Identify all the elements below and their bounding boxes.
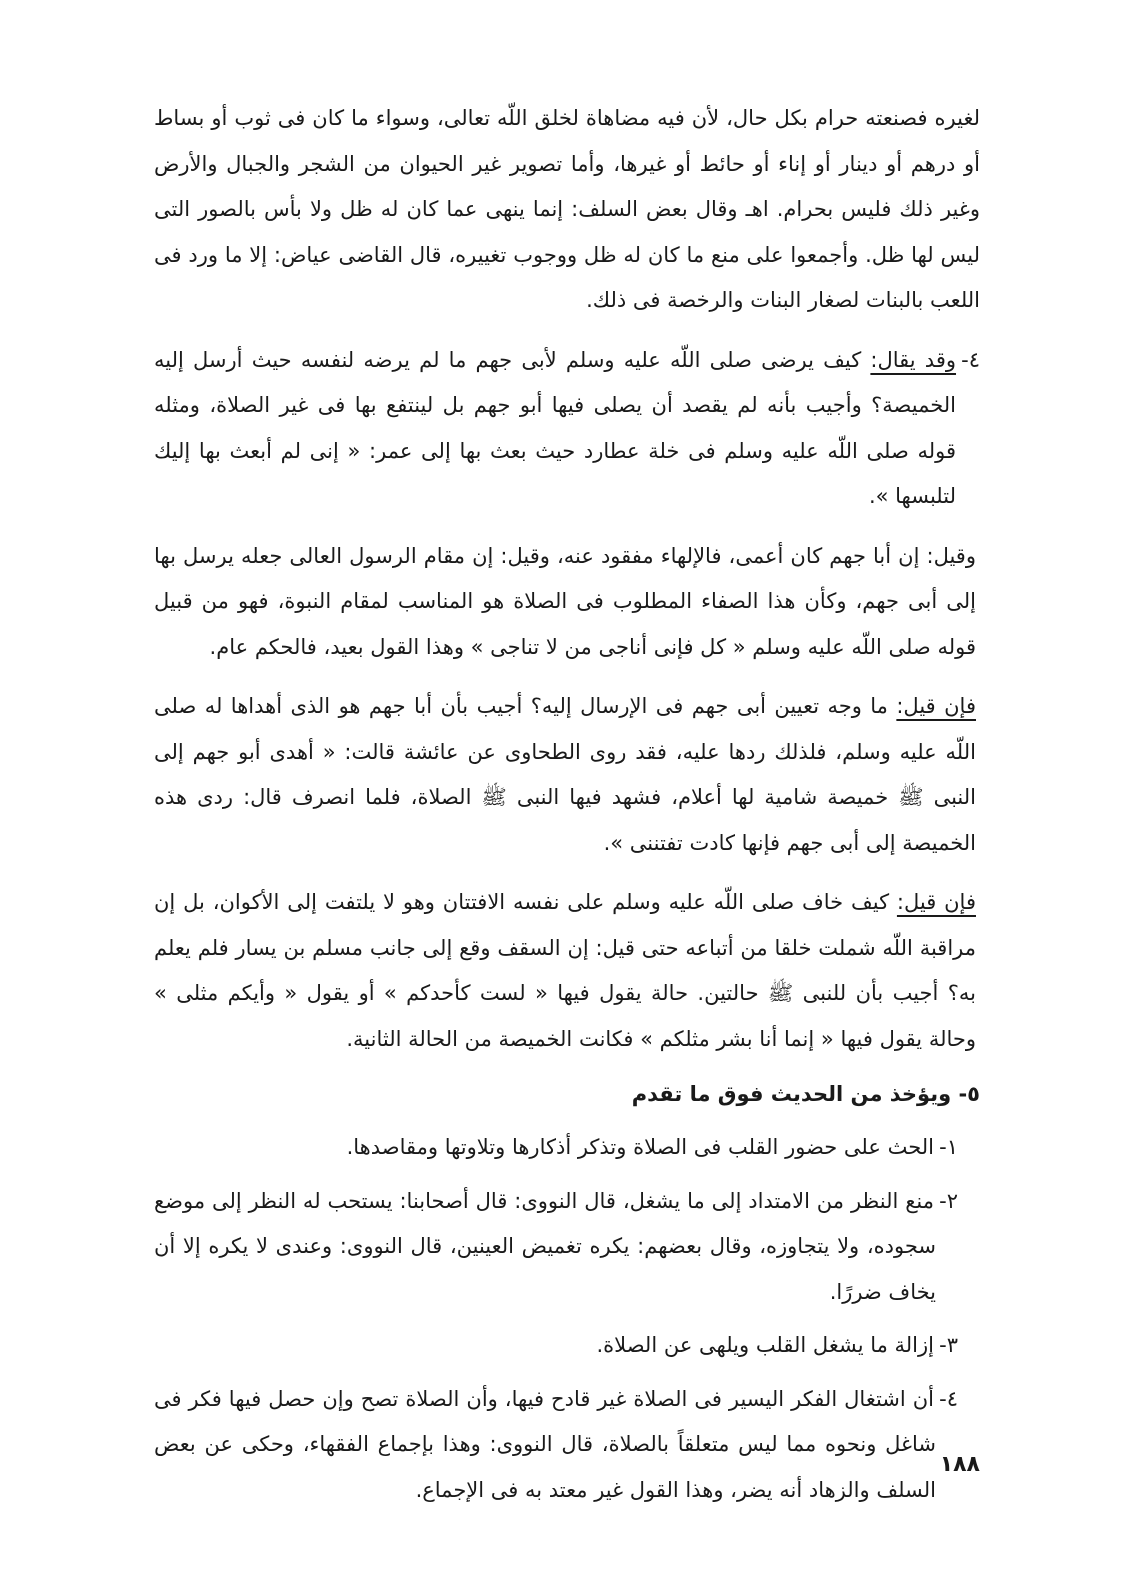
paragraph-continuation: لغيره فصنعته حرام بكل حال، لأن فيه مضاهاة لخلق اللّه تعالى، وسواء ما كان فى ثوب أو بساط أو درهم أو دينار أو إناء أو حائط أو غيرها، وأما تصوير غير الحيوان من الشجر والجبال والأرض وغير ذلك فليس بحرام. اهـ وقال بعض السلف: إنما ينهى عما كان له ظل ولا بأس بالصور التى ليس لها ظل. وأجمعوا على منع ما كان له ظل ووجوب تغييره، قال القاضى عياض: إلا ما ورد فى اللعب بالبنات لصغار البنات والرخصة فى ذلك.	[154, 106, 980, 312]
question-label: فإن قيل:	[896, 890, 976, 914]
list-number: ٢-	[939, 1188, 958, 1213]
page-body	[154, 96, 980, 1513]
list-number: ٤-	[939, 1386, 958, 1411]
point-number: ٤-	[961, 347, 981, 372]
paragraph-point-4	[154, 338, 980, 520]
list-item	[154, 1377, 958, 1514]
point-text: كيف يرضى صلى اللّه عليه وسلم لأبى جهم ما لم يرضه لنفسه حيث أرسل إليه الخميصة؟ وأجيب بأنه لم يقصد أن يصلى فيها أبو جهم بل لينتفع بها فى غير الصلاة، ومثله قوله صلى اللّه عليه وسلم فى خلة عطارد حيث بعث بها إلى عمر: « إنى لم أبعث بها إليك لتلبسها ».	[154, 347, 956, 508]
list-text: منع النظر من الامتداد إلى ما يشغل، قال النووى: قال أصحابنا: يستحب له النظر إلى موضع سجوده، ولا يتجاوزه، وقال بعضهم: يكره تغميض العينين، قال النووى: وعندى لا يكره إلا أن يخاف ضررًا.	[154, 1188, 936, 1304]
paragraph-question-2	[154, 880, 980, 1062]
question-text: ما وجه تعيين أبى جهم فى الإرسال إليه؟ أجيب بأن أبا جهم هو الذى أهداها له صلى اللّه عليه وسلم، فلذلك ردها عليه، فقد روى الطحاوى عن عائشة قالت: « أهدى أبو جهم إلى النبى ﷺ خميصة شامية لها أعلام، فشهد فيها النبى ﷺ الصلاة، فلما انصرف قال: ردى هذه الخميصة إلى أبى جهم فإنها كادت تفتننى ».	[154, 694, 976, 855]
point-label: وقد يقال:	[870, 347, 957, 372]
question-text: كيف خاف صلى اللّه عليه وسلم على نفسه الافتتان وهو لا يلتفت إلى الأكوان، بل إن مراقبة اللّه شملت خلقا من أتباعه حتى قيل: إن السقف وقع إلى جانب مسلم بن يسار فلم يعلم به؟ أجيب بأن للنبى ﷺ حالتين. حالة يقول فيها « لست كأحدكم » أو يقول « وأيكم مثلى » وحالة يقول فيها « إنما أنا بشر مثلكم » فكانت الخميصة من الحالة الثانية.	[154, 890, 976, 1051]
list-text: الحث على حضور القلب فى الصلاة وتذكر أذكارها وتلاوتها ومقاصدها.	[346, 1135, 934, 1159]
section-heading: ٥- ويؤخذ من الحديث فوق ما تقدم	[631, 1082, 980, 1106]
list-number: ٣-	[939, 1333, 958, 1357]
list-item	[154, 1323, 958, 1369]
question-label: فإن قيل:	[896, 694, 976, 718]
list-number: ١-	[939, 1135, 958, 1159]
page-number: ١٨٨	[939, 1452, 980, 1477]
paragraph-question-1	[154, 684, 980, 866]
list-item	[154, 1125, 958, 1171]
list-item	[154, 1179, 958, 1316]
list-text: أن اشتغال الفكر اليسير فى الصلاة غير قادح فيها، وأن الصلاة تصح وإن حصل فيها فكر فى شاغل ونحوه مما ليس متعلقاً بالصلاة، قال النووى: وهذا بإجماع الفقهاء، وحكى عن بعض السلف والزهاد أنه يضر، وهذا القول غير معتد به فى الإجماع.	[154, 1386, 936, 1502]
paragraph-other-opinions: وقيل: إن أبا جهم كان أعمى، فالإلهاء مفقود عنه، وقيل: إن مقام الرسول العالى جعله يرسل بها إلى أبى جهم، وكأن هذا الصفاء المطلوب فى الصلاة هو المناسب لمقام النبوة، فهو من قبيل قوله صلى اللّه عليه وسلم « كل فإنى أناجى من لا تناجى » وهذا القول بعيد، فالحكم عام.	[154, 543, 976, 659]
list-text: إزالة ما يشغل القلب ويلهى عن الصلاة.	[596, 1333, 934, 1357]
